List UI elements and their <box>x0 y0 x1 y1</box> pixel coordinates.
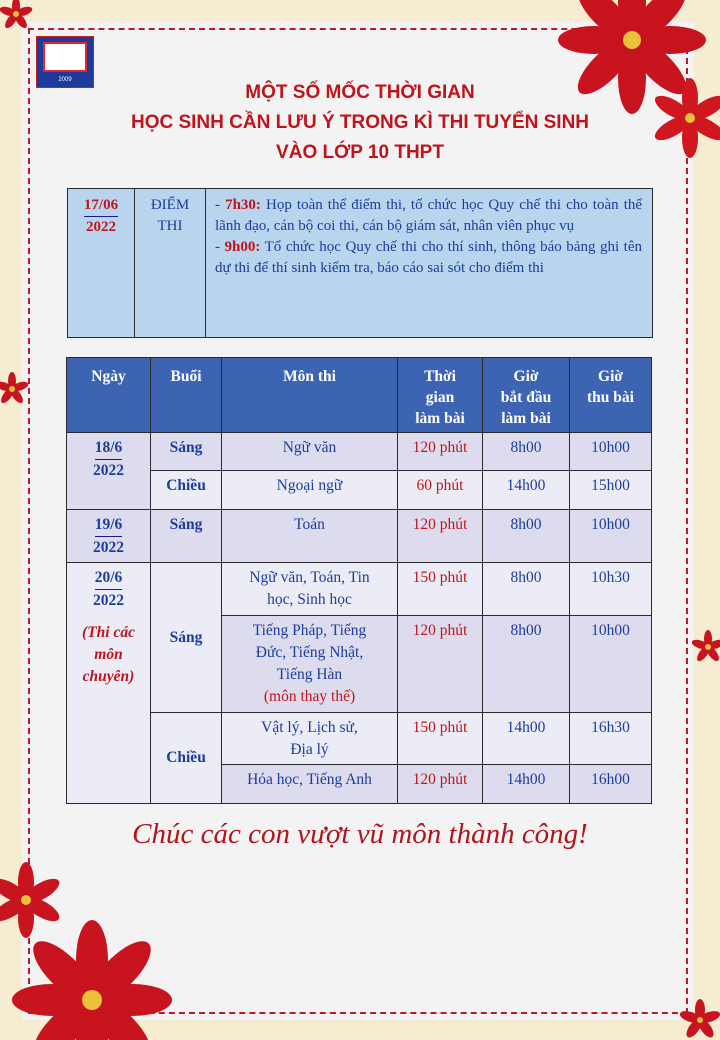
table-row <box>67 471 652 510</box>
subject-l4: (môn thay thế) <box>263 688 356 705</box>
header-start-l1: Giờ <box>513 368 539 385</box>
subject-l2: Đức, Tiếng Nhật, <box>255 644 364 661</box>
subject-l2: học, Sinh học <box>267 591 352 608</box>
day-note-l2: môn <box>94 646 123 663</box>
start-cell: 8h00 <box>483 510 570 563</box>
subject-cell: Toán <box>222 510 398 563</box>
subject-cell <box>222 616 398 713</box>
day-cell <box>67 510 151 563</box>
table-header-row <box>67 358 652 433</box>
notice-location-line1: ĐIỂM <box>150 197 190 213</box>
header-duration-l3: làm bài <box>415 410 465 427</box>
schedule-table <box>66 357 652 804</box>
end-cell: 10h00 <box>570 510 652 563</box>
duration-cell: 60 phút <box>398 471 483 510</box>
session-cell: Chiều <box>151 471 222 510</box>
end-cell: 10h00 <box>570 433 652 471</box>
session-cell: Sáng <box>151 433 222 471</box>
page-title-line1: MỘT SỐ MỐC THỜI GIAN <box>245 82 475 103</box>
notice-date-day: 17/06 <box>84 195 118 217</box>
subject-cell: Ngoại ngữ <box>222 471 398 510</box>
duration-cell: 150 phút <box>398 563 483 616</box>
notice-item1-text: Họp toàn thể điểm thi, tổ chức học Quy chế thi cho toàn thể lãnh đạo, cán bộ coi thi, cán bộ giám sát, nhân viên phục vụ <box>215 197 643 234</box>
subject-cell <box>222 563 398 616</box>
table-row <box>67 563 652 616</box>
page-title-line3: VÀO LỚP 10 THPT <box>276 142 444 163</box>
start-cell: 14h00 <box>483 713 570 765</box>
subject-l2: Địa lý <box>290 741 329 758</box>
header-end <box>570 358 652 433</box>
notice-item2-text: Tổ chức học Quy chế thi cho thí sinh, thông báo bảng ghi tên dự thi để thí sinh kiểm tra, báo cáo sai sót cho điểm thi <box>215 239 642 276</box>
header-end-l1: Giờ <box>598 368 623 385</box>
header-duration-l1: Thời <box>424 368 456 385</box>
session-cell: Sáng <box>151 563 222 713</box>
start-cell: 8h00 <box>483 616 570 713</box>
poinsettia-top-left-icon <box>0 0 36 30</box>
header-day: Ngày <box>67 358 151 433</box>
logo-year: 2009 <box>58 77 72 83</box>
subject-l1: Vật lý, Lịch sử, <box>261 719 358 736</box>
notice-location-line2: THI <box>157 218 183 234</box>
duration-cell: 150 phút <box>398 713 483 765</box>
day-cell <box>67 563 151 804</box>
poinsettia-left-icon <box>0 372 30 406</box>
duration-cell: 120 phút <box>398 616 483 713</box>
notice-table <box>67 188 653 338</box>
duration-cell: 120 phút <box>398 510 483 563</box>
day-note-l1: (Thi các <box>82 624 135 641</box>
start-cell: 8h00 <box>483 563 570 616</box>
closing-wish: Chúc các con vượt vũ môn thành công! <box>132 818 588 850</box>
notice-location <box>135 189 206 338</box>
header-start-l3: làm bài <box>501 410 551 427</box>
header-session: Buổi <box>151 358 222 433</box>
duration-cell: 120 phút <box>398 433 483 471</box>
end-cell: 10h30 <box>570 563 652 616</box>
header-start-l2: bắt đầu <box>500 389 552 406</box>
subject-l1: Ngữ văn, Toán, Tin <box>249 569 370 586</box>
session-cell: Sáng <box>151 510 222 563</box>
notice-date <box>68 189 135 338</box>
day-date: 20/6 <box>95 567 123 590</box>
logo-emblem-icon <box>43 42 87 72</box>
table-row <box>67 433 652 471</box>
subject-l3: Tiếng Hàn <box>276 666 343 683</box>
day-year: 2022 <box>93 462 124 479</box>
table-row <box>67 510 652 563</box>
page-title-line2: HỌC SINH CẦN LƯU Ý TRONG KÌ THI TUYỂN SINH <box>130 112 590 133</box>
start-cell: 14h00 <box>483 471 570 510</box>
poinsettia-right-icon <box>692 630 720 664</box>
day-year: 2022 <box>93 592 124 609</box>
day-year: 2022 <box>93 539 124 556</box>
start-cell: 8h00 <box>483 433 570 471</box>
poinsettia-bottom-left-icon <box>0 860 190 1040</box>
subject-cell: Ngữ văn <box>222 433 398 471</box>
subject-l1: Tiếng Pháp, Tiếng <box>252 622 367 639</box>
notice-row <box>68 189 653 338</box>
end-cell: 16h30 <box>570 713 652 765</box>
notice-description: - 7h30: Họp toàn thể điểm thi, tổ chức học Quy chế thi cho toàn thể lãnh đạo, cán bộ coi thi, cán bộ giám sát, nhân viên phục vụ - 9h00: Tổ chức học Quy chế thi cho thí sinh, thông báo bảng ghi tên dự thi để thí sinh kiểm tra, báo cáo sai sót cho điểm thi <box>206 189 653 338</box>
header-duration-l2: gian <box>425 389 455 406</box>
notice-item2-time: 9h00: <box>224 239 261 255</box>
header-end-l2: thu bài <box>587 389 634 406</box>
header-duration <box>398 358 483 433</box>
end-cell: 15h00 <box>570 471 652 510</box>
day-date: 18/6 <box>95 437 123 460</box>
session-cell: Chiều <box>151 713 222 804</box>
notice-date-year: 2022 <box>86 219 116 235</box>
subject-cell <box>222 713 398 765</box>
end-cell: 10h00 <box>570 616 652 713</box>
duration-cell: 120 phút <box>398 765 483 804</box>
day-note-l3: chuyên) <box>82 668 135 685</box>
day-cell <box>67 433 151 510</box>
notice-item1-time: 7h30: <box>225 197 261 213</box>
header-start <box>483 358 570 433</box>
start-cell: 14h00 <box>483 765 570 804</box>
day-date: 19/6 <box>95 514 123 537</box>
subject-cell: Hóa học, Tiếng Anh <box>222 765 398 804</box>
table-row <box>67 713 652 765</box>
header-subject: Môn thi <box>222 358 398 433</box>
poinsettia-bottom-right-icon <box>680 998 720 1040</box>
end-cell: 16h00 <box>570 765 652 804</box>
